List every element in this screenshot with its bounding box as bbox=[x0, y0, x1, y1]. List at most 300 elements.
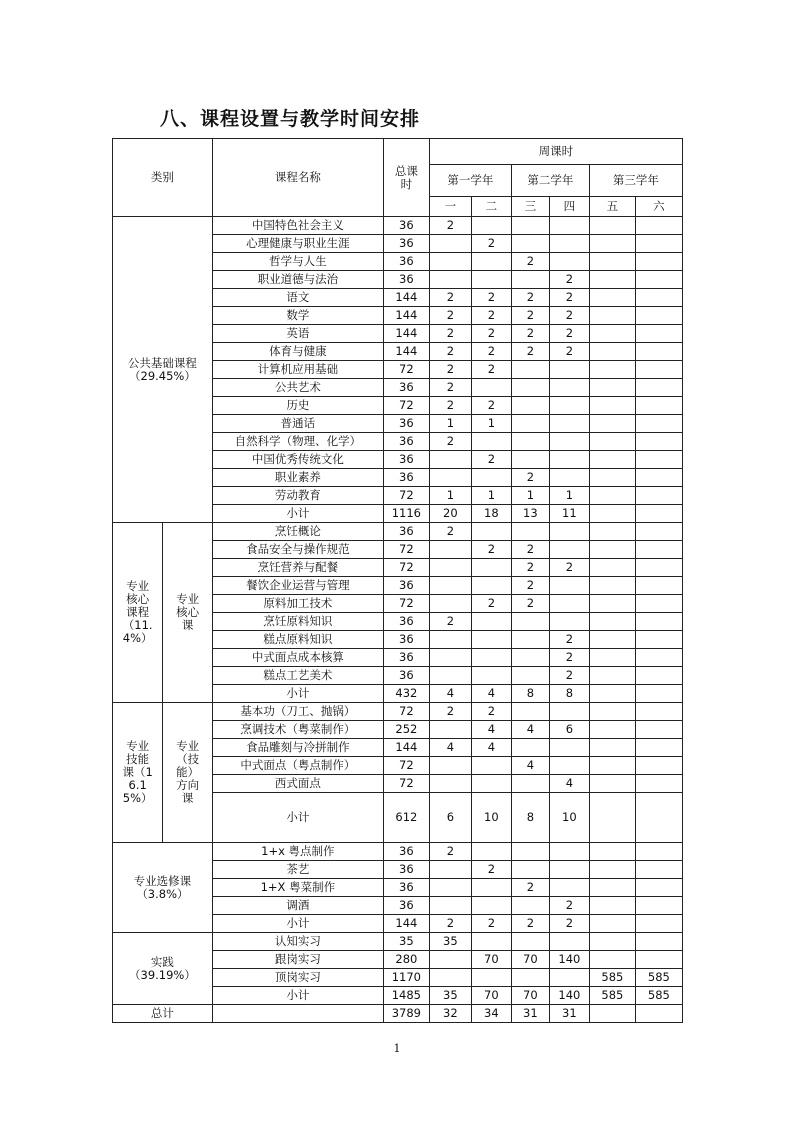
term-hours bbox=[471, 631, 511, 649]
total-hours: 36 bbox=[383, 843, 429, 861]
total-hours: 36 bbox=[383, 433, 429, 451]
term-hours: 2 bbox=[471, 595, 511, 613]
course-name: 顶岗实习 bbox=[212, 969, 383, 987]
term-hours: 2 bbox=[511, 577, 549, 595]
term-hours bbox=[635, 307, 682, 325]
term-hours bbox=[635, 649, 682, 667]
course-name: 中国特色社会主义 bbox=[212, 217, 383, 235]
term-hours: 4 bbox=[471, 721, 511, 739]
term-hours bbox=[471, 271, 511, 289]
term-hours bbox=[471, 667, 511, 685]
term-hours bbox=[511, 775, 549, 793]
term-hours: 2 bbox=[471, 325, 511, 343]
course-schedule-table bbox=[112, 138, 683, 1023]
total-hours: 144 bbox=[383, 289, 429, 307]
term-hours bbox=[471, 253, 511, 271]
term-hours bbox=[471, 469, 511, 487]
term-hours bbox=[635, 757, 682, 775]
term-hours bbox=[549, 703, 589, 721]
term-hours: 4 bbox=[511, 757, 549, 775]
term-hours bbox=[549, 361, 589, 379]
term-hours: 10 bbox=[549, 793, 589, 843]
term-hours bbox=[589, 915, 635, 933]
course-name: 劳动教育 bbox=[212, 487, 383, 505]
category-elective: 专业选修课（3.8%） bbox=[113, 843, 213, 933]
term-hours bbox=[589, 217, 635, 235]
term-hours bbox=[471, 379, 511, 397]
term-hours bbox=[589, 541, 635, 559]
course-name: 1+X 粤菜制作 bbox=[212, 879, 383, 897]
total-hours: 144 bbox=[383, 739, 429, 757]
subcategory-skill: 专业（技能）方向课 bbox=[163, 703, 213, 843]
subtotal-label: 小计 bbox=[212, 685, 383, 703]
term-hours bbox=[589, 843, 635, 861]
term-hours bbox=[429, 879, 471, 897]
grand-total-term bbox=[589, 1005, 635, 1023]
term-hours: 2 bbox=[429, 217, 471, 235]
course-name: 认知实习 bbox=[212, 933, 383, 951]
total-hours: 280 bbox=[383, 951, 429, 969]
term-hours bbox=[589, 343, 635, 361]
term-hours bbox=[635, 379, 682, 397]
term-hours: 2 bbox=[429, 361, 471, 379]
term-hours: 2 bbox=[549, 271, 589, 289]
course-name: 历史 bbox=[212, 397, 383, 415]
term-hours: 2 bbox=[511, 915, 549, 933]
course-name: 餐饮企业运营与管理 bbox=[212, 577, 383, 595]
term-hours: 2 bbox=[549, 667, 589, 685]
header-term: 二 bbox=[471, 197, 511, 217]
term-hours bbox=[511, 969, 549, 987]
term-hours bbox=[635, 685, 682, 703]
term-hours bbox=[511, 861, 549, 879]
term-hours bbox=[549, 397, 589, 415]
page-title: 八、课程设置与教学时间安排 bbox=[160, 108, 421, 130]
term-hours bbox=[511, 235, 549, 253]
term-hours bbox=[635, 271, 682, 289]
term-hours: 2 bbox=[429, 613, 471, 631]
total-hours: 144 bbox=[383, 343, 429, 361]
grand-total-term: 34 bbox=[471, 1005, 511, 1023]
term-hours bbox=[635, 505, 682, 523]
course-name: 普通话 bbox=[212, 415, 383, 433]
table-row bbox=[113, 843, 683, 861]
total-hours: 36 bbox=[383, 469, 429, 487]
term-hours: 2 bbox=[429, 843, 471, 861]
term-hours: 2 bbox=[549, 631, 589, 649]
total-hours: 36 bbox=[383, 861, 429, 879]
term-hours bbox=[589, 469, 635, 487]
table-row bbox=[113, 523, 683, 541]
term-hours: 8 bbox=[549, 685, 589, 703]
term-hours bbox=[511, 361, 549, 379]
term-hours bbox=[635, 897, 682, 915]
term-hours bbox=[511, 271, 549, 289]
term-hours bbox=[549, 843, 589, 861]
term-hours: 70 bbox=[471, 987, 511, 1005]
course-name: 调酒 bbox=[212, 897, 383, 915]
course-name: 职业素养 bbox=[212, 469, 383, 487]
term-hours bbox=[635, 613, 682, 631]
term-hours bbox=[549, 379, 589, 397]
term-hours bbox=[511, 897, 549, 915]
term-hours bbox=[635, 667, 682, 685]
term-hours: 4 bbox=[549, 775, 589, 793]
term-hours bbox=[549, 217, 589, 235]
term-hours bbox=[589, 667, 635, 685]
total-hours: 36 bbox=[383, 415, 429, 433]
term-hours bbox=[549, 523, 589, 541]
term-hours: 585 bbox=[635, 969, 682, 987]
course-name: 烹调技术（粤菜制作） bbox=[212, 721, 383, 739]
term-hours bbox=[429, 649, 471, 667]
term-hours bbox=[429, 469, 471, 487]
total-hours: 36 bbox=[383, 217, 429, 235]
term-hours: 2 bbox=[511, 541, 549, 559]
course-name: 原料加工技术 bbox=[212, 595, 383, 613]
term-hours bbox=[589, 721, 635, 739]
term-hours: 2 bbox=[549, 559, 589, 577]
term-hours: 4 bbox=[511, 721, 549, 739]
term-hours: 6 bbox=[429, 793, 471, 843]
course-name: 自然科学（物理、化学） bbox=[212, 433, 383, 451]
term-hours: 2 bbox=[429, 915, 471, 933]
term-hours bbox=[635, 703, 682, 721]
term-hours bbox=[429, 253, 471, 271]
term-hours: 2 bbox=[471, 361, 511, 379]
term-hours bbox=[589, 757, 635, 775]
term-hours bbox=[589, 897, 635, 915]
term-hours: 1 bbox=[511, 487, 549, 505]
term-hours: 18 bbox=[471, 505, 511, 523]
course-name: 计算机应用基础 bbox=[212, 361, 383, 379]
term-hours bbox=[635, 433, 682, 451]
term-hours: 2 bbox=[549, 289, 589, 307]
category-practice: 实践（39.19%） bbox=[113, 933, 213, 1005]
term-hours bbox=[635, 951, 682, 969]
term-hours: 2 bbox=[429, 379, 471, 397]
course-name: 中国优秀传统文化 bbox=[212, 451, 383, 469]
term-hours: 2 bbox=[471, 703, 511, 721]
term-hours bbox=[549, 433, 589, 451]
term-hours: 1 bbox=[471, 487, 511, 505]
term-hours: 8 bbox=[511, 793, 549, 843]
total-hours: 1485 bbox=[383, 987, 429, 1005]
term-hours: 11 bbox=[549, 505, 589, 523]
header-total-hours: 总课时 bbox=[383, 139, 429, 217]
total-hours: 36 bbox=[383, 271, 429, 289]
term-hours bbox=[635, 253, 682, 271]
term-hours: 13 bbox=[511, 505, 549, 523]
term-hours: 2 bbox=[549, 897, 589, 915]
subtotal-label: 小计 bbox=[212, 505, 383, 523]
term-hours: 70 bbox=[511, 951, 549, 969]
term-hours: 2 bbox=[471, 307, 511, 325]
course-name: 烹饪原料知识 bbox=[212, 613, 383, 631]
total-hours: 36 bbox=[383, 235, 429, 253]
grand-total-blank bbox=[212, 1005, 383, 1023]
subtotal-label: 小计 bbox=[212, 793, 383, 843]
term-hours: 2 bbox=[471, 397, 511, 415]
term-hours bbox=[429, 861, 471, 879]
total-hours: 36 bbox=[383, 253, 429, 271]
term-hours bbox=[635, 487, 682, 505]
term-hours bbox=[589, 235, 635, 253]
term-hours bbox=[589, 451, 635, 469]
term-hours bbox=[549, 595, 589, 613]
term-hours: 2 bbox=[471, 235, 511, 253]
term-hours bbox=[589, 951, 635, 969]
term-hours bbox=[429, 897, 471, 915]
total-hours: 72 bbox=[383, 487, 429, 505]
term-hours: 2 bbox=[429, 325, 471, 343]
course-name: 体育与健康 bbox=[212, 343, 383, 361]
total-hours: 35 bbox=[383, 933, 429, 951]
subtotal-label: 小计 bbox=[212, 915, 383, 933]
grand-total-hours: 3789 bbox=[383, 1005, 429, 1023]
term-hours: 2 bbox=[549, 307, 589, 325]
term-hours: 2 bbox=[549, 343, 589, 361]
term-hours: 10 bbox=[471, 793, 511, 843]
course-name: 烹饪概论 bbox=[212, 523, 383, 541]
term-hours: 70 bbox=[511, 987, 549, 1005]
term-hours bbox=[549, 879, 589, 897]
course-name: 西式面点 bbox=[212, 775, 383, 793]
term-hours bbox=[429, 271, 471, 289]
term-hours: 2 bbox=[429, 343, 471, 361]
total-hours: 36 bbox=[383, 523, 429, 541]
grand-total-term bbox=[635, 1005, 682, 1023]
term-hours bbox=[589, 271, 635, 289]
header-term: 四 bbox=[549, 197, 589, 217]
header-year3: 第三学年 bbox=[589, 165, 682, 197]
grand-total-term: 31 bbox=[549, 1005, 589, 1023]
total-hours: 72 bbox=[383, 703, 429, 721]
term-hours: 585 bbox=[589, 969, 635, 987]
total-hours: 612 bbox=[383, 793, 429, 843]
term-hours bbox=[589, 739, 635, 757]
term-hours: 140 bbox=[549, 951, 589, 969]
term-hours bbox=[511, 613, 549, 631]
term-hours bbox=[635, 739, 682, 757]
course-name: 糕点原料知识 bbox=[212, 631, 383, 649]
total-hours: 72 bbox=[383, 541, 429, 559]
total-hours: 1116 bbox=[383, 505, 429, 523]
term-hours bbox=[471, 577, 511, 595]
term-hours bbox=[635, 793, 682, 843]
grand-total-label: 总计 bbox=[113, 1005, 213, 1023]
term-hours bbox=[511, 523, 549, 541]
term-hours: 585 bbox=[635, 987, 682, 1005]
course-name: 数学 bbox=[212, 307, 383, 325]
term-hours: 2 bbox=[511, 595, 549, 613]
term-hours: 70 bbox=[471, 951, 511, 969]
term-hours: 4 bbox=[429, 685, 471, 703]
term-hours: 1 bbox=[429, 415, 471, 433]
term-hours bbox=[589, 861, 635, 879]
total-hours: 36 bbox=[383, 649, 429, 667]
term-hours: 2 bbox=[471, 343, 511, 361]
term-hours bbox=[589, 253, 635, 271]
course-name: 英语 bbox=[212, 325, 383, 343]
header-term: 六 bbox=[635, 197, 682, 217]
term-hours: 2 bbox=[511, 879, 549, 897]
total-hours: 144 bbox=[383, 915, 429, 933]
header-term: 五 bbox=[589, 197, 635, 217]
header-year2: 第二学年 bbox=[511, 165, 589, 197]
term-hours bbox=[429, 451, 471, 469]
term-hours bbox=[589, 577, 635, 595]
term-hours bbox=[635, 361, 682, 379]
term-hours bbox=[635, 775, 682, 793]
course-name: 哲学与人生 bbox=[212, 253, 383, 271]
course-name: 基本功（刀工、抛锅） bbox=[212, 703, 383, 721]
term-hours bbox=[635, 879, 682, 897]
term-hours bbox=[511, 397, 549, 415]
term-hours: 2 bbox=[429, 703, 471, 721]
term-hours: 2 bbox=[429, 523, 471, 541]
term-hours: 20 bbox=[429, 505, 471, 523]
term-hours bbox=[471, 897, 511, 915]
term-hours bbox=[549, 577, 589, 595]
term-hours: 2 bbox=[511, 253, 549, 271]
term-hours bbox=[511, 415, 549, 433]
term-hours bbox=[511, 433, 549, 451]
term-hours bbox=[471, 775, 511, 793]
term-hours bbox=[635, 235, 682, 253]
course-name: 跟岗实习 bbox=[212, 951, 383, 969]
term-hours bbox=[429, 595, 471, 613]
course-name: 茶艺 bbox=[212, 861, 383, 879]
total-hours: 36 bbox=[383, 379, 429, 397]
term-hours bbox=[589, 523, 635, 541]
term-hours: 2 bbox=[511, 289, 549, 307]
term-hours bbox=[511, 739, 549, 757]
term-hours bbox=[589, 361, 635, 379]
term-hours bbox=[429, 951, 471, 969]
subtotal-label: 小计 bbox=[212, 987, 383, 1005]
term-hours bbox=[635, 933, 682, 951]
term-hours bbox=[635, 541, 682, 559]
term-hours: 6 bbox=[549, 721, 589, 739]
term-hours bbox=[589, 703, 635, 721]
total-hours: 36 bbox=[383, 451, 429, 469]
page-number: 1 bbox=[393, 1042, 401, 1055]
term-hours: 2 bbox=[511, 343, 549, 361]
term-hours bbox=[429, 541, 471, 559]
term-hours: 2 bbox=[511, 469, 549, 487]
term-hours bbox=[589, 649, 635, 667]
term-hours bbox=[549, 415, 589, 433]
term-hours: 4 bbox=[471, 685, 511, 703]
header-course-name: 课程名称 bbox=[212, 139, 383, 217]
term-hours: 2 bbox=[471, 289, 511, 307]
term-hours bbox=[635, 595, 682, 613]
header-weekly-hours: 周课时 bbox=[429, 139, 682, 165]
term-hours bbox=[635, 915, 682, 933]
term-hours bbox=[429, 757, 471, 775]
term-hours bbox=[589, 685, 635, 703]
term-hours bbox=[635, 217, 682, 235]
term-hours bbox=[511, 667, 549, 685]
total-hours: 36 bbox=[383, 897, 429, 915]
term-hours bbox=[549, 861, 589, 879]
total-hours: 36 bbox=[383, 667, 429, 685]
total-hours: 144 bbox=[383, 325, 429, 343]
term-hours bbox=[635, 415, 682, 433]
subcategory-core: 专业核心课 bbox=[163, 523, 213, 703]
term-hours: 2 bbox=[471, 451, 511, 469]
term-hours bbox=[471, 843, 511, 861]
term-hours bbox=[589, 325, 635, 343]
term-hours bbox=[429, 721, 471, 739]
term-hours bbox=[549, 933, 589, 951]
term-hours bbox=[549, 469, 589, 487]
term-hours bbox=[471, 757, 511, 775]
total-hours: 72 bbox=[383, 595, 429, 613]
total-hours: 72 bbox=[383, 361, 429, 379]
term-hours: 4 bbox=[471, 739, 511, 757]
header-category: 类别 bbox=[113, 139, 213, 217]
term-hours bbox=[429, 969, 471, 987]
table-row bbox=[113, 217, 683, 235]
term-hours: 2 bbox=[511, 559, 549, 577]
term-hours bbox=[589, 307, 635, 325]
course-name: 食品雕刻与冷拼制作 bbox=[212, 739, 383, 757]
course-name: 公共艺术 bbox=[212, 379, 383, 397]
grand-total-term: 31 bbox=[511, 1005, 549, 1023]
total-hours: 432 bbox=[383, 685, 429, 703]
term-hours: 2 bbox=[511, 325, 549, 343]
total-hours: 36 bbox=[383, 613, 429, 631]
total-hours: 36 bbox=[383, 879, 429, 897]
term-hours bbox=[549, 451, 589, 469]
course-name: 中式面点（粤点制作） bbox=[212, 757, 383, 775]
term-hours bbox=[549, 253, 589, 271]
term-hours: 585 bbox=[589, 987, 635, 1005]
term-hours bbox=[589, 289, 635, 307]
table-row bbox=[113, 933, 683, 951]
term-hours bbox=[589, 775, 635, 793]
total-hours: 72 bbox=[383, 757, 429, 775]
term-hours: 1 bbox=[549, 487, 589, 505]
term-hours bbox=[635, 523, 682, 541]
term-hours bbox=[589, 793, 635, 843]
term-hours bbox=[549, 235, 589, 253]
total-hours: 144 bbox=[383, 307, 429, 325]
term-hours: 2 bbox=[549, 649, 589, 667]
course-name: 烹饪营养与配餐 bbox=[212, 559, 383, 577]
term-hours bbox=[549, 969, 589, 987]
term-hours bbox=[635, 289, 682, 307]
course-name: 职业道德与法治 bbox=[212, 271, 383, 289]
term-hours bbox=[589, 879, 635, 897]
term-hours bbox=[589, 559, 635, 577]
term-hours bbox=[589, 379, 635, 397]
category-skill: 专业技能课（16.15%） bbox=[113, 703, 163, 843]
term-hours: 2 bbox=[429, 289, 471, 307]
term-hours bbox=[429, 559, 471, 577]
term-hours bbox=[471, 523, 511, 541]
term-hours: 1 bbox=[429, 487, 471, 505]
term-hours bbox=[429, 667, 471, 685]
term-hours bbox=[549, 613, 589, 631]
term-hours bbox=[471, 613, 511, 631]
term-hours bbox=[549, 739, 589, 757]
term-hours: 8 bbox=[511, 685, 549, 703]
header-term: 三 bbox=[511, 197, 549, 217]
grand-total-row bbox=[113, 1005, 683, 1023]
